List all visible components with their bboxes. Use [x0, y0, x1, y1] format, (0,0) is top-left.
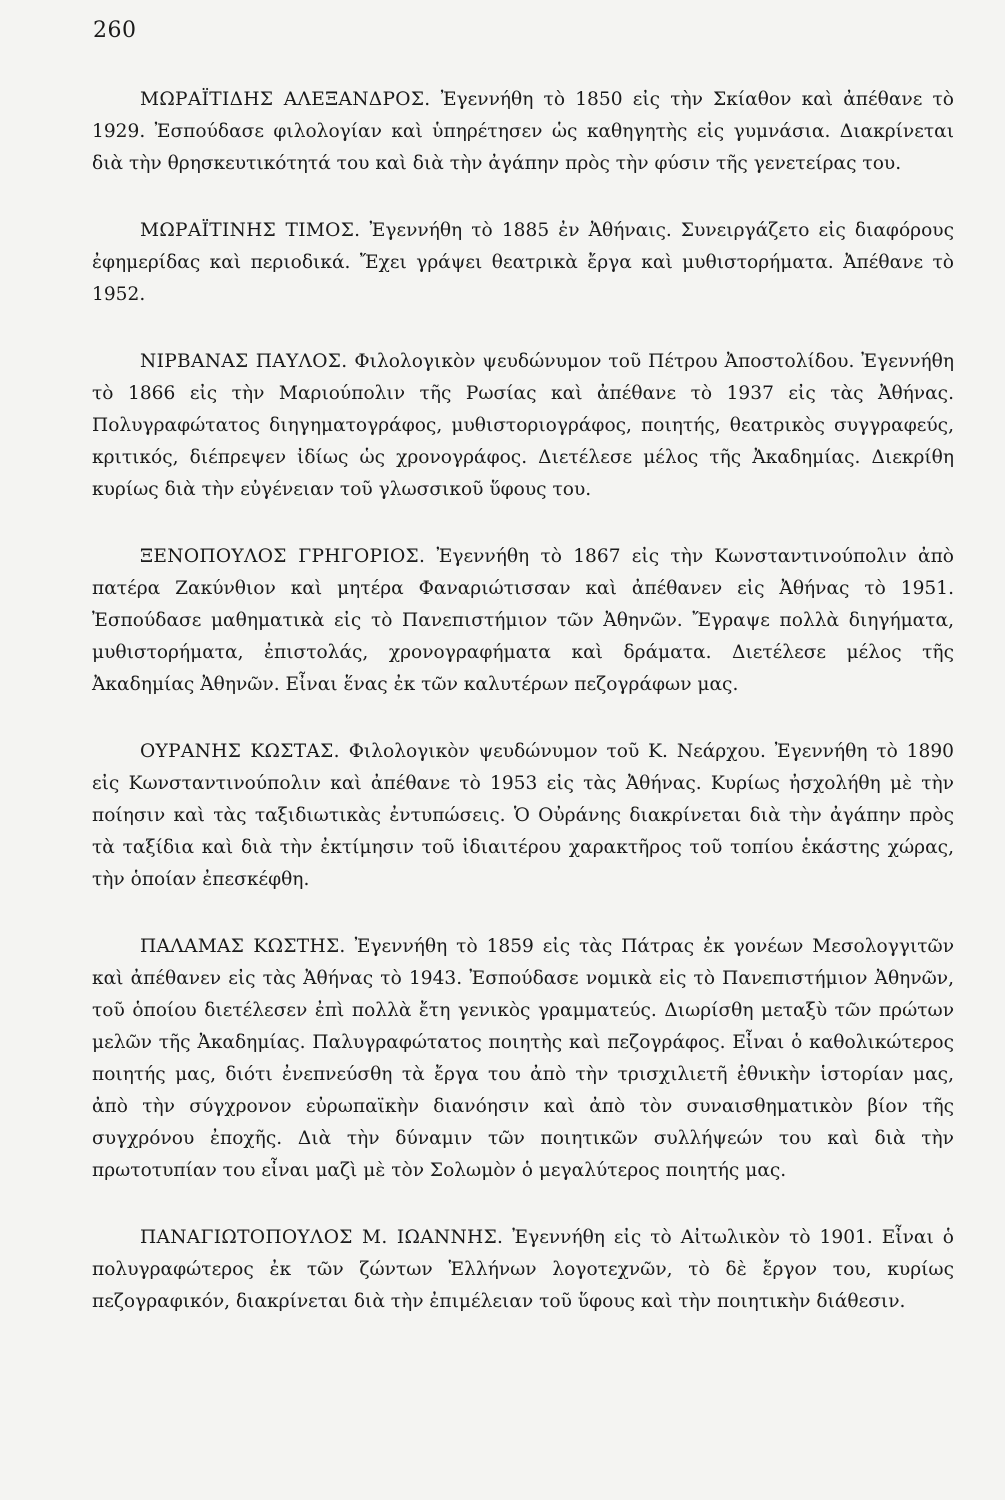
entries-list	[92, 84, 954, 1353]
entry-text: Ἐγεννήθη τὸ 1859 εἰς τὰς Πάτρας ἐκ γονέων Μεσολογγιτῶν καὶ ἀπέθανεν εἰς τὰς Ἀθήνας τὸ 1943. Ἐσπούδασε νομικὰ εἰς τὸ Πανεπιστήμιον Ἀθηνῶν, τοῦ ὁποίου διετέλεσεν ἐπὶ πολλὰ ἔτη γενικὸς γραμματεύς. Διωρίσθη μεταξὺ τῶν πρώτων μελῶν τῆς Ἀκαδημίας. Παλυγραφώτατος ποιητὴς καὶ πεζογράφος. Εἶναι ὁ καθολικώτερος ποιητής μας, διότι ἐνεπνεύσθη τὰ ἔργα του ἀπὸ τὴν τρισχιλιετῆ ἐθνικὴν ἱστορίαν μας, ἀπὸ τὴν σύγχρονον εὐρωπαϊκὴν διανόησιν καὶ ἀπὸ τὸν συναισθηματικὸν βίον τῆς συγχρόνου ἐποχῆς. Διὰ τὴν δύναμιν τῶν ποιητικῶν συλλήψεών του καὶ διὰ τὴν πρωτοτυπίαν του εἶναι μαζὶ μὲ τὸν Σολωμὸν ὁ μεγαλύτερος ποιητής μας.	[92, 936, 955, 1181]
entry-nirvanas	[92, 346, 954, 506]
entry-xenopoulos	[92, 541, 954, 701]
entry-moraitidis	[92, 84, 954, 180]
entry-name: ΠΑΛΑΜΑΣ ΚΩΣΤΗΣ.	[140, 936, 346, 957]
entry-name: ΟΥΡΑΝΗΣ ΚΩΣΤΑΣ.	[140, 741, 340, 762]
entry-text: Φιλολογικὸν ψευδώνυμον τοῦ Πέτρου Ἀποστολίδου. Ἐγεννήθη τὸ 1866 εἰς τὴν Μαριούπολιν τῆς Ρωσίας καὶ ἀπέθανε τὸ 1937 εἰς τὰς Ἀθήνας. Πολυγραφώτατος διηγηματογράφος, μυθιστοριογράφος, ποιητής, θεατρικὸς συγγραφεύς, κριτικός, διέπρεψεν ἰδίως ὡς χρονογράφος. Διετέλεσε μέλος τῆς Ἀκαδημίας. Διεκρίθη κυρίως διὰ τὴν εὐγένειαν τοῦ γλωσσικοῦ ὕφους του.	[92, 351, 954, 500]
entry-text: Ἐγεννήθη τὸ 1850 εἰς τὴν Σκίαθον καὶ ἀπέθανε τὸ 1929. Ἐσπούδασε φιλολογίαν καὶ ὑπηρέτησεν ὡς καθηγητὴς εἰς γυμνάσια. Διακρίνεται διὰ τὴν θρησκευτικότητά του καὶ διὰ τὴν ἀγάπην πρὸς τὴν φύσιν τῆς γενετείρας του.	[92, 89, 954, 174]
entry-text: Φιλολογικὸν ψευδώνυμον τοῦ Κ. Νεάρχου. Ἐγεννήθη τὸ 1890 εἰς Κωνσταντινούπολιν καὶ ἀπέθανε τὸ 1953 εἰς τὰς Ἀθήνας. Κυρίως ἠσχολήθη μὲ τὴν ποίησιν καὶ τὰς ταξιδιωτικὰς ἐντυπώσεις. Ὁ Οὐράνης διακρίνεται διὰ τὴν ἀγάπην πρὸς τὰ ταξίδια καὶ διὰ τὴν ἐκτίμησιν τοῦ ἰδιαιτέρου χαρακτῆρος τοῦ τοπίου ἑκάστης χώρας, τὴν ὁποίαν ἐπεσκέφθη.	[92, 741, 954, 890]
entry-name: ΞΕΝΟΠΟΥΛΟΣ ΓΡΗΓΟΡΙΟΣ.	[140, 546, 426, 567]
entry-text: Ἐγεννήθη εἰς τὸ Αἰτωλικὸν τὸ 1901. Εἶναι ὁ πολυγραφώτερος ἐκ τῶν ζώντων Ἑλλήνων λογοτεχνῶν, τὸ δὲ ἔργον του, κυρίως πεζογραφικόν, διακρίνεται διὰ τὴν ἐπιμέλειαν τοῦ ὕφους καὶ τὴν ποιητικὴν διάθεσιν.	[92, 1227, 954, 1312]
entry-name: ΠΑΝΑΓΙΩΤΟΠΟΥΛΟΣ Μ. ΙΩΑΝΝΗΣ.	[140, 1227, 504, 1248]
entry-text: Ἐγεννήθη τὸ 1867 εἰς τὴν Κωνσταντινούπολιν ἀπὸ πατέρα Ζακύνθιον καὶ μητέρα Φαναριώτισσαν καὶ ἀπέθανεν εἰς Ἀθήνας τὸ 1951. Ἐσπούδασε μαθηματικὰ εἰς τὸ Πανεπιστήμιον τῶν Ἀθηνῶν. Ἔγραψε πολλὰ διηγήματα, μυθιστορήματα, ἐπιστολάς, χρονογραφήματα καὶ δράματα. Διετέλεσε μέλος τῆς Ἀκαδημίας Ἀθηνῶν. Εἶναι ἕνας ἐκ τῶν καλυτέρων πεζογράφων μας.	[92, 546, 954, 695]
entry-name: ΜΩΡΑΪΤΙΝΗΣ ΤΙΜΟΣ.	[140, 220, 361, 241]
entry-name: ΝΙΡΒΑΝΑΣ ΠΑΥΛΟΣ.	[140, 351, 348, 372]
entry-ouranis	[92, 736, 954, 896]
entry-panagiotopoulos	[92, 1222, 954, 1318]
entry-palamas	[92, 931, 954, 1187]
entry-name: ΜΩΡΑΪΤΙΔΗΣ ΑΛΕΞΑΝΔΡΟΣ.	[140, 89, 431, 110]
page-number: 260	[93, 18, 137, 43]
entry-moraitinis	[92, 215, 954, 311]
entry-text: Ἐγεννήθη τὸ 1885 ἐν Ἀθήναις. Συνειργάζετο εἰς διαφόρους ἐφημερίδας καὶ περιοδικά. Ἔχει γράψει θεατρικὰ ἔργα καὶ μυθιστορήματα. Ἀπέθανε τὸ 1952.	[92, 220, 954, 305]
